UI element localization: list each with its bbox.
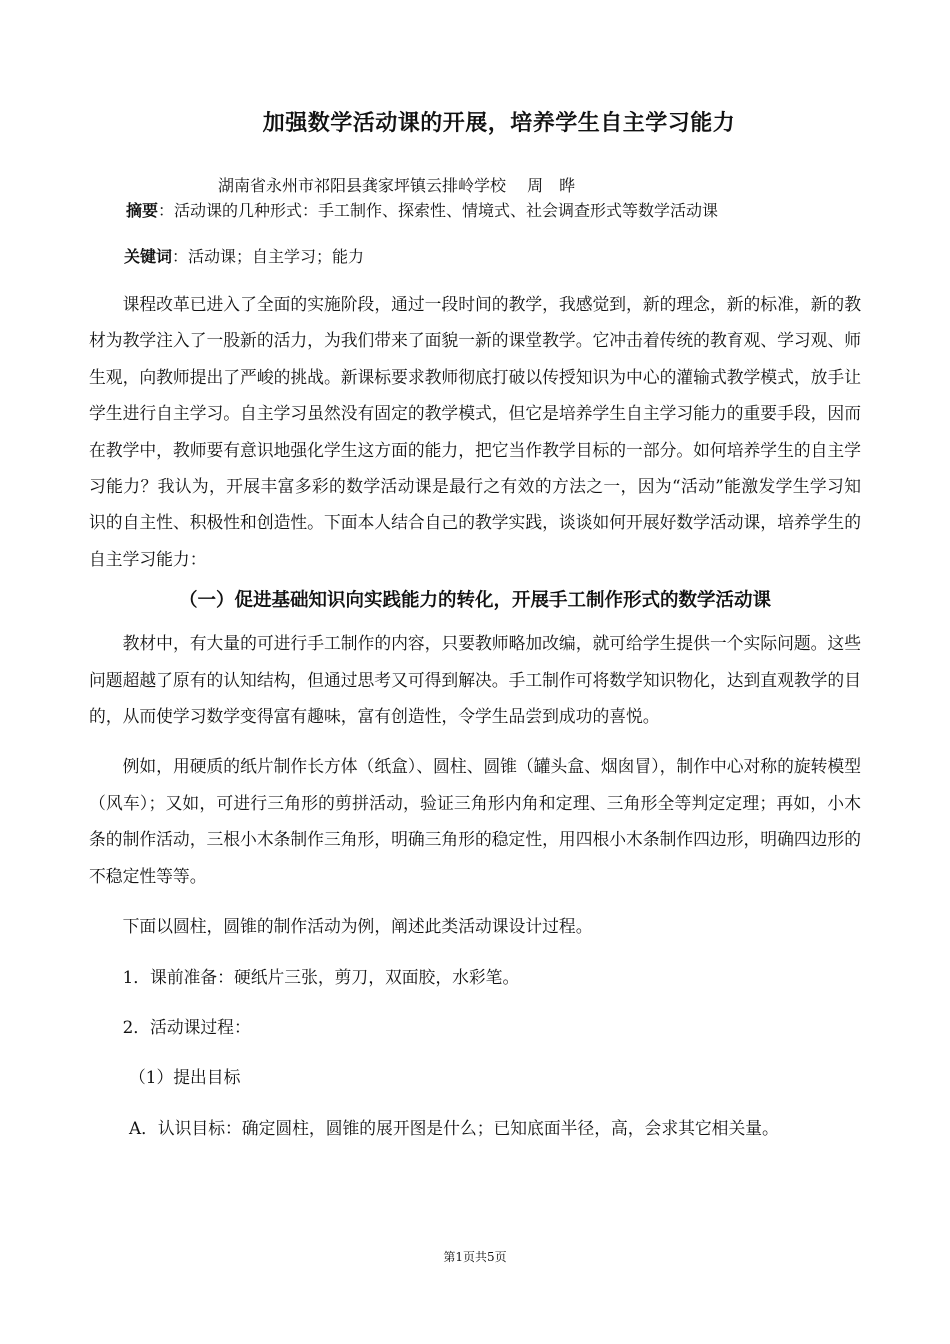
abstract-label: 摘要 [126, 201, 159, 220]
document-body [89, 286, 861, 1146]
intro-paragraph: 课程改革已进入了全面的实施阶段，通过一段时间的教学，我感觉到，新的理念，新的标准，新的教材为教学注入了一股新的活力，为我们带来了面貌一新的课堂教学。它冲击着传统的教育观、学习观、师生观，向教师提出了严峻的挑战。新课标要求教师彻底打破以传授知识为中心的灌输式教学模式，放手让学生进行自主学习。自主学习虽然没有固定的教学模式，但它是培养学生自主学习能力的重要手段，因而在教学中，教师要有意识地强化学生这方面的能力，把它当作教学目标的一部分。如何培养学生的自主学习能力？我认为，开展丰富多彩的数学活动课是最行之有效的方法之一，因为“活动”能激发学生学习知识的自主性、积极性和创造性。下面本人结合自己的教学实践，谈谈如何开展好数学活动课，培养学生的自主学习能力： [89, 294, 861, 569]
list-item: A．认识目标：确定圆柱，圆锥的展开图是什么；已知底面半径，高，会求其它相关量。 [129, 1117, 779, 1138]
keywords-line [124, 244, 364, 267]
abstract-line [126, 198, 718, 221]
keywords-label: 关键词 [124, 247, 173, 266]
list-item: 1．课前准备：硬纸片三张，剪刀，双面胶，水彩笔。 [122, 966, 520, 987]
list-item: （1）提出目标 [129, 1067, 241, 1088]
page-footer: 第1页共5页 [443, 1250, 507, 1264]
author-line: 湖南省永州市祁阳县龚家坪镇云排岭学校 周 晔 [218, 176, 576, 195]
keywords-text: ：活动课；自主学习；能力 [172, 247, 365, 266]
body-paragraph: 下面以圆柱，圆锥的制作活动为例，阐述此类活动课设计过程。 [122, 916, 593, 937]
list-item: 2．活动课过程： [122, 1016, 251, 1037]
document-title: 加强数学活动课的开展，培养学生自主学习能力 [262, 110, 736, 136]
body-paragraph: 例如，用硬质的纸片制作长方体（纸盒）、圆柱、圆锥（罐头盒、烟囱冒），制作中心对称的旋转模型（风车）；又如，可进行三角形的剪拼活动，验证三角形内角和定理、三角形全等判定定理；再如，小木条的制作活动，三根小木条制作三角形，明确三角形的稳定性，用四根小木条制作四边形，明确四边形的不稳定性等等。 [89, 756, 861, 886]
abstract-text: ：活动课的几种形式：手工制作、探索性、情境式、社会调查形式等数学活动课 [158, 201, 719, 220]
body-paragraph: 教材中，有大量的可进行手工制作的内容，只要教师略加改编，就可给学生提供一个实际问题。这些问题超越了原有的认知结构，但通过思考又可得到解决。手工制作可将数学知识物化，达到直观教学的目的，从而使学习数学变得富有趣味，富有创造性，令学生品尝到成功的喜悦。 [89, 633, 861, 727]
section-heading: （一）促进基础知识向实践能力的转化，开展手工制作形式的数学活动课 [178, 590, 771, 612]
